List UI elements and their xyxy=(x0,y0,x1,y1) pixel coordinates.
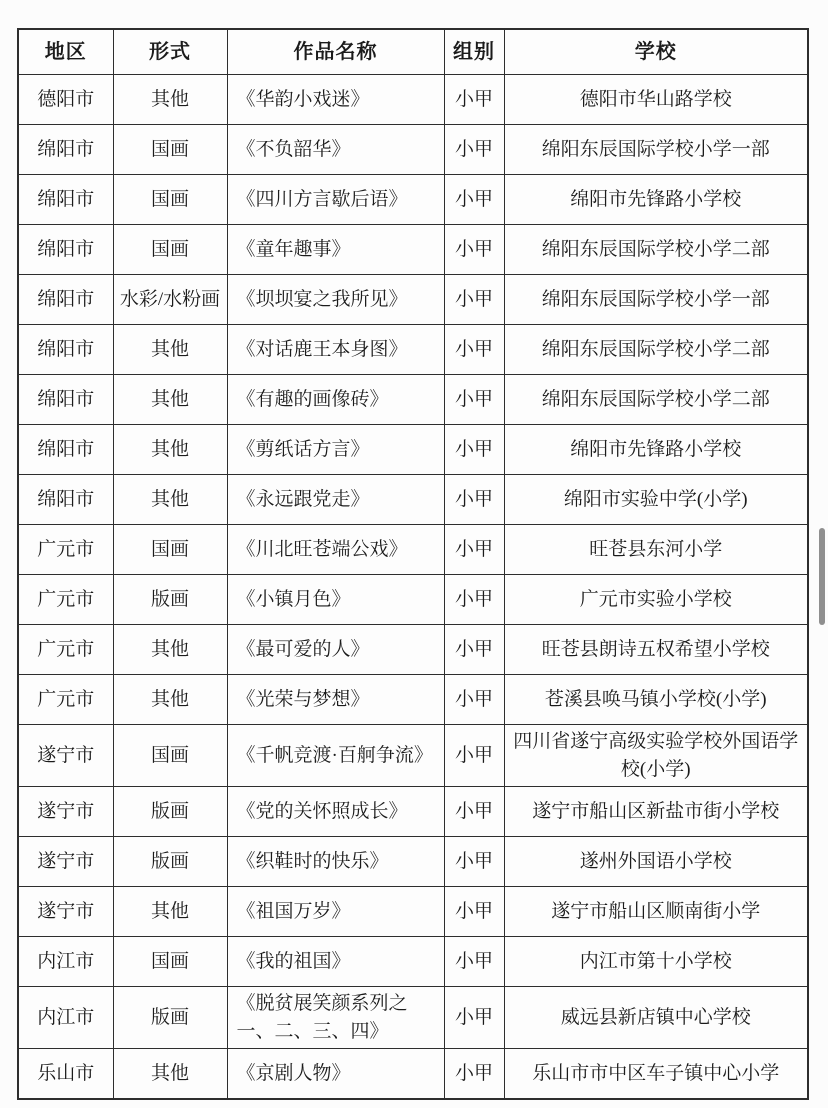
table-row xyxy=(18,625,808,675)
table-row xyxy=(18,887,808,937)
table-row xyxy=(18,475,808,525)
cell-school: 绵阳市先锋路小学校 xyxy=(504,425,808,475)
table-row xyxy=(18,175,808,225)
table-row xyxy=(18,575,808,625)
table-row xyxy=(18,125,808,175)
cell-region: 绵阳市 xyxy=(18,425,113,475)
cell-region: 遂宁市 xyxy=(18,725,113,787)
cell-school: 乐山市市中区车子镇中心小学 xyxy=(504,1049,808,1100)
cell-group: 小甲 xyxy=(444,575,504,625)
cell-form: 国画 xyxy=(113,937,227,987)
cell-title: 《织鞋时的快乐》 xyxy=(227,837,444,887)
cell-school: 绵阳东辰国际学校小学二部 xyxy=(504,325,808,375)
cell-group: 小甲 xyxy=(444,675,504,725)
cell-title: 《京剧人物》 xyxy=(227,1049,444,1100)
cell-school: 绵阳市实验中学(小学) xyxy=(504,475,808,525)
cell-school: 遂州外国语小学校 xyxy=(504,837,808,887)
table-row xyxy=(18,937,808,987)
cell-group: 小甲 xyxy=(444,987,504,1049)
cell-school: 绵阳东辰国际学校小学一部 xyxy=(504,275,808,325)
cell-title: 《脱贫展笑颜系列之一、二、三、四》 xyxy=(227,987,444,1049)
cell-form: 国画 xyxy=(113,125,227,175)
cell-form: 其他 xyxy=(113,375,227,425)
table-row xyxy=(18,1049,808,1100)
cell-group: 小甲 xyxy=(444,1049,504,1100)
scrollbar-thumb[interactable] xyxy=(819,528,825,625)
cell-title: 《祖国万岁》 xyxy=(227,887,444,937)
cell-school: 绵阳东辰国际学校小学二部 xyxy=(504,375,808,425)
cell-title: 《永远跟党走》 xyxy=(227,475,444,525)
cell-group: 小甲 xyxy=(444,887,504,937)
cell-form: 其他 xyxy=(113,75,227,125)
cell-group: 小甲 xyxy=(444,275,504,325)
column-header-form: 形式 xyxy=(113,29,227,75)
cell-group: 小甲 xyxy=(444,625,504,675)
cell-group: 小甲 xyxy=(444,837,504,887)
cell-group: 小甲 xyxy=(444,125,504,175)
cell-group: 小甲 xyxy=(444,175,504,225)
cell-region: 绵阳市 xyxy=(18,275,113,325)
table-row xyxy=(18,987,808,1049)
table-row xyxy=(18,375,808,425)
cell-form: 水彩/水粉画 xyxy=(113,275,227,325)
cell-form: 版画 xyxy=(113,575,227,625)
cell-form: 国画 xyxy=(113,725,227,787)
cell-school: 旺苍县朗诗五权希望小学校 xyxy=(504,625,808,675)
cell-group: 小甲 xyxy=(444,75,504,125)
cell-form: 版画 xyxy=(113,837,227,887)
cell-form: 其他 xyxy=(113,675,227,725)
document-body xyxy=(17,28,809,1100)
cell-school: 绵阳东辰国际学校小学二部 xyxy=(504,225,808,275)
cell-title: 《童年趣事》 xyxy=(227,225,444,275)
cell-group: 小甲 xyxy=(444,937,504,987)
cell-school: 广元市实验小学校 xyxy=(504,575,808,625)
table-row xyxy=(18,75,808,125)
cell-region: 绵阳市 xyxy=(18,225,113,275)
table-row xyxy=(18,325,808,375)
cell-region: 绵阳市 xyxy=(18,475,113,525)
cell-school: 威远县新店镇中心学校 xyxy=(504,987,808,1049)
table-row xyxy=(18,675,808,725)
cell-school: 绵阳市先锋路小学校 xyxy=(504,175,808,225)
cell-form: 国画 xyxy=(113,525,227,575)
table-row xyxy=(18,725,808,787)
cell-form: 其他 xyxy=(113,1049,227,1100)
cell-region: 广元市 xyxy=(18,575,113,625)
cell-form: 版画 xyxy=(113,787,227,837)
column-header-region: 地区 xyxy=(18,29,113,75)
cell-region: 绵阳市 xyxy=(18,325,113,375)
table-header-row xyxy=(18,29,808,75)
cell-form: 国画 xyxy=(113,175,227,225)
table-row xyxy=(18,787,808,837)
cell-title: 《最可爱的人》 xyxy=(227,625,444,675)
cell-form: 其他 xyxy=(113,425,227,475)
cell-title: 《不负韶华》 xyxy=(227,125,444,175)
cell-school: 遂宁市船山区新盐市街小学校 xyxy=(504,787,808,837)
cell-school: 四川省遂宁高级实验学校外国语学校(小学) xyxy=(504,725,808,787)
cell-group: 小甲 xyxy=(444,725,504,787)
cell-region: 内江市 xyxy=(18,937,113,987)
table-row xyxy=(18,425,808,475)
cell-region: 绵阳市 xyxy=(18,175,113,225)
cell-region: 广元市 xyxy=(18,525,113,575)
cell-title: 《千帆竞渡·百舸争流》 xyxy=(227,725,444,787)
cell-group: 小甲 xyxy=(444,475,504,525)
cell-region: 乐山市 xyxy=(18,1049,113,1100)
table-row xyxy=(18,275,808,325)
cell-region: 遂宁市 xyxy=(18,787,113,837)
cell-region: 遂宁市 xyxy=(18,837,113,887)
column-header-title: 作品名称 xyxy=(227,29,444,75)
cell-region: 绵阳市 xyxy=(18,125,113,175)
cell-form: 其他 xyxy=(113,475,227,525)
cell-region: 内江市 xyxy=(18,987,113,1049)
cell-form: 其他 xyxy=(113,625,227,675)
table-row xyxy=(18,837,808,887)
cell-school: 绵阳东辰国际学校小学一部 xyxy=(504,125,808,175)
cell-title: 《我的祖国》 xyxy=(227,937,444,987)
cell-form: 国画 xyxy=(113,225,227,275)
cell-school: 德阳市华山路学校 xyxy=(504,75,808,125)
cell-group: 小甲 xyxy=(444,375,504,425)
cell-title: 《剪纸话方言》 xyxy=(227,425,444,475)
cell-school: 内江市第十小学校 xyxy=(504,937,808,987)
cell-school: 旺苍县东河小学 xyxy=(504,525,808,575)
cell-title: 《党的关怀照成长》 xyxy=(227,787,444,837)
cell-form: 版画 xyxy=(113,987,227,1049)
cell-title: 《光荣与梦想》 xyxy=(227,675,444,725)
cell-region: 广元市 xyxy=(18,625,113,675)
cell-title: 《华韵小戏迷》 xyxy=(227,75,444,125)
cell-title: 《小镇月色》 xyxy=(227,575,444,625)
awards-table xyxy=(17,28,809,1100)
cell-group: 小甲 xyxy=(444,525,504,575)
cell-title: 《四川方言歇后语》 xyxy=(227,175,444,225)
cell-title: 《坝坝宴之我所见》 xyxy=(227,275,444,325)
column-header-school: 学校 xyxy=(504,29,808,75)
cell-region: 德阳市 xyxy=(18,75,113,125)
cell-group: 小甲 xyxy=(444,225,504,275)
cell-region: 广元市 xyxy=(18,675,113,725)
cell-school: 遂宁市船山区顺南街小学 xyxy=(504,887,808,937)
cell-group: 小甲 xyxy=(444,325,504,375)
cell-school: 苍溪县唤马镇小学校(小学) xyxy=(504,675,808,725)
cell-region: 绵阳市 xyxy=(18,375,113,425)
table-row xyxy=(18,225,808,275)
cell-title: 《川北旺苍端公戏》 xyxy=(227,525,444,575)
cell-group: 小甲 xyxy=(444,425,504,475)
cell-title: 《对话鹿王本身图》 xyxy=(227,325,444,375)
cell-region: 遂宁市 xyxy=(18,887,113,937)
column-header-group: 组别 xyxy=(444,29,504,75)
table-row xyxy=(18,525,808,575)
cell-title: 《有趣的画像砖》 xyxy=(227,375,444,425)
cell-group: 小甲 xyxy=(444,787,504,837)
cell-form: 其他 xyxy=(113,887,227,937)
cell-form: 其他 xyxy=(113,325,227,375)
